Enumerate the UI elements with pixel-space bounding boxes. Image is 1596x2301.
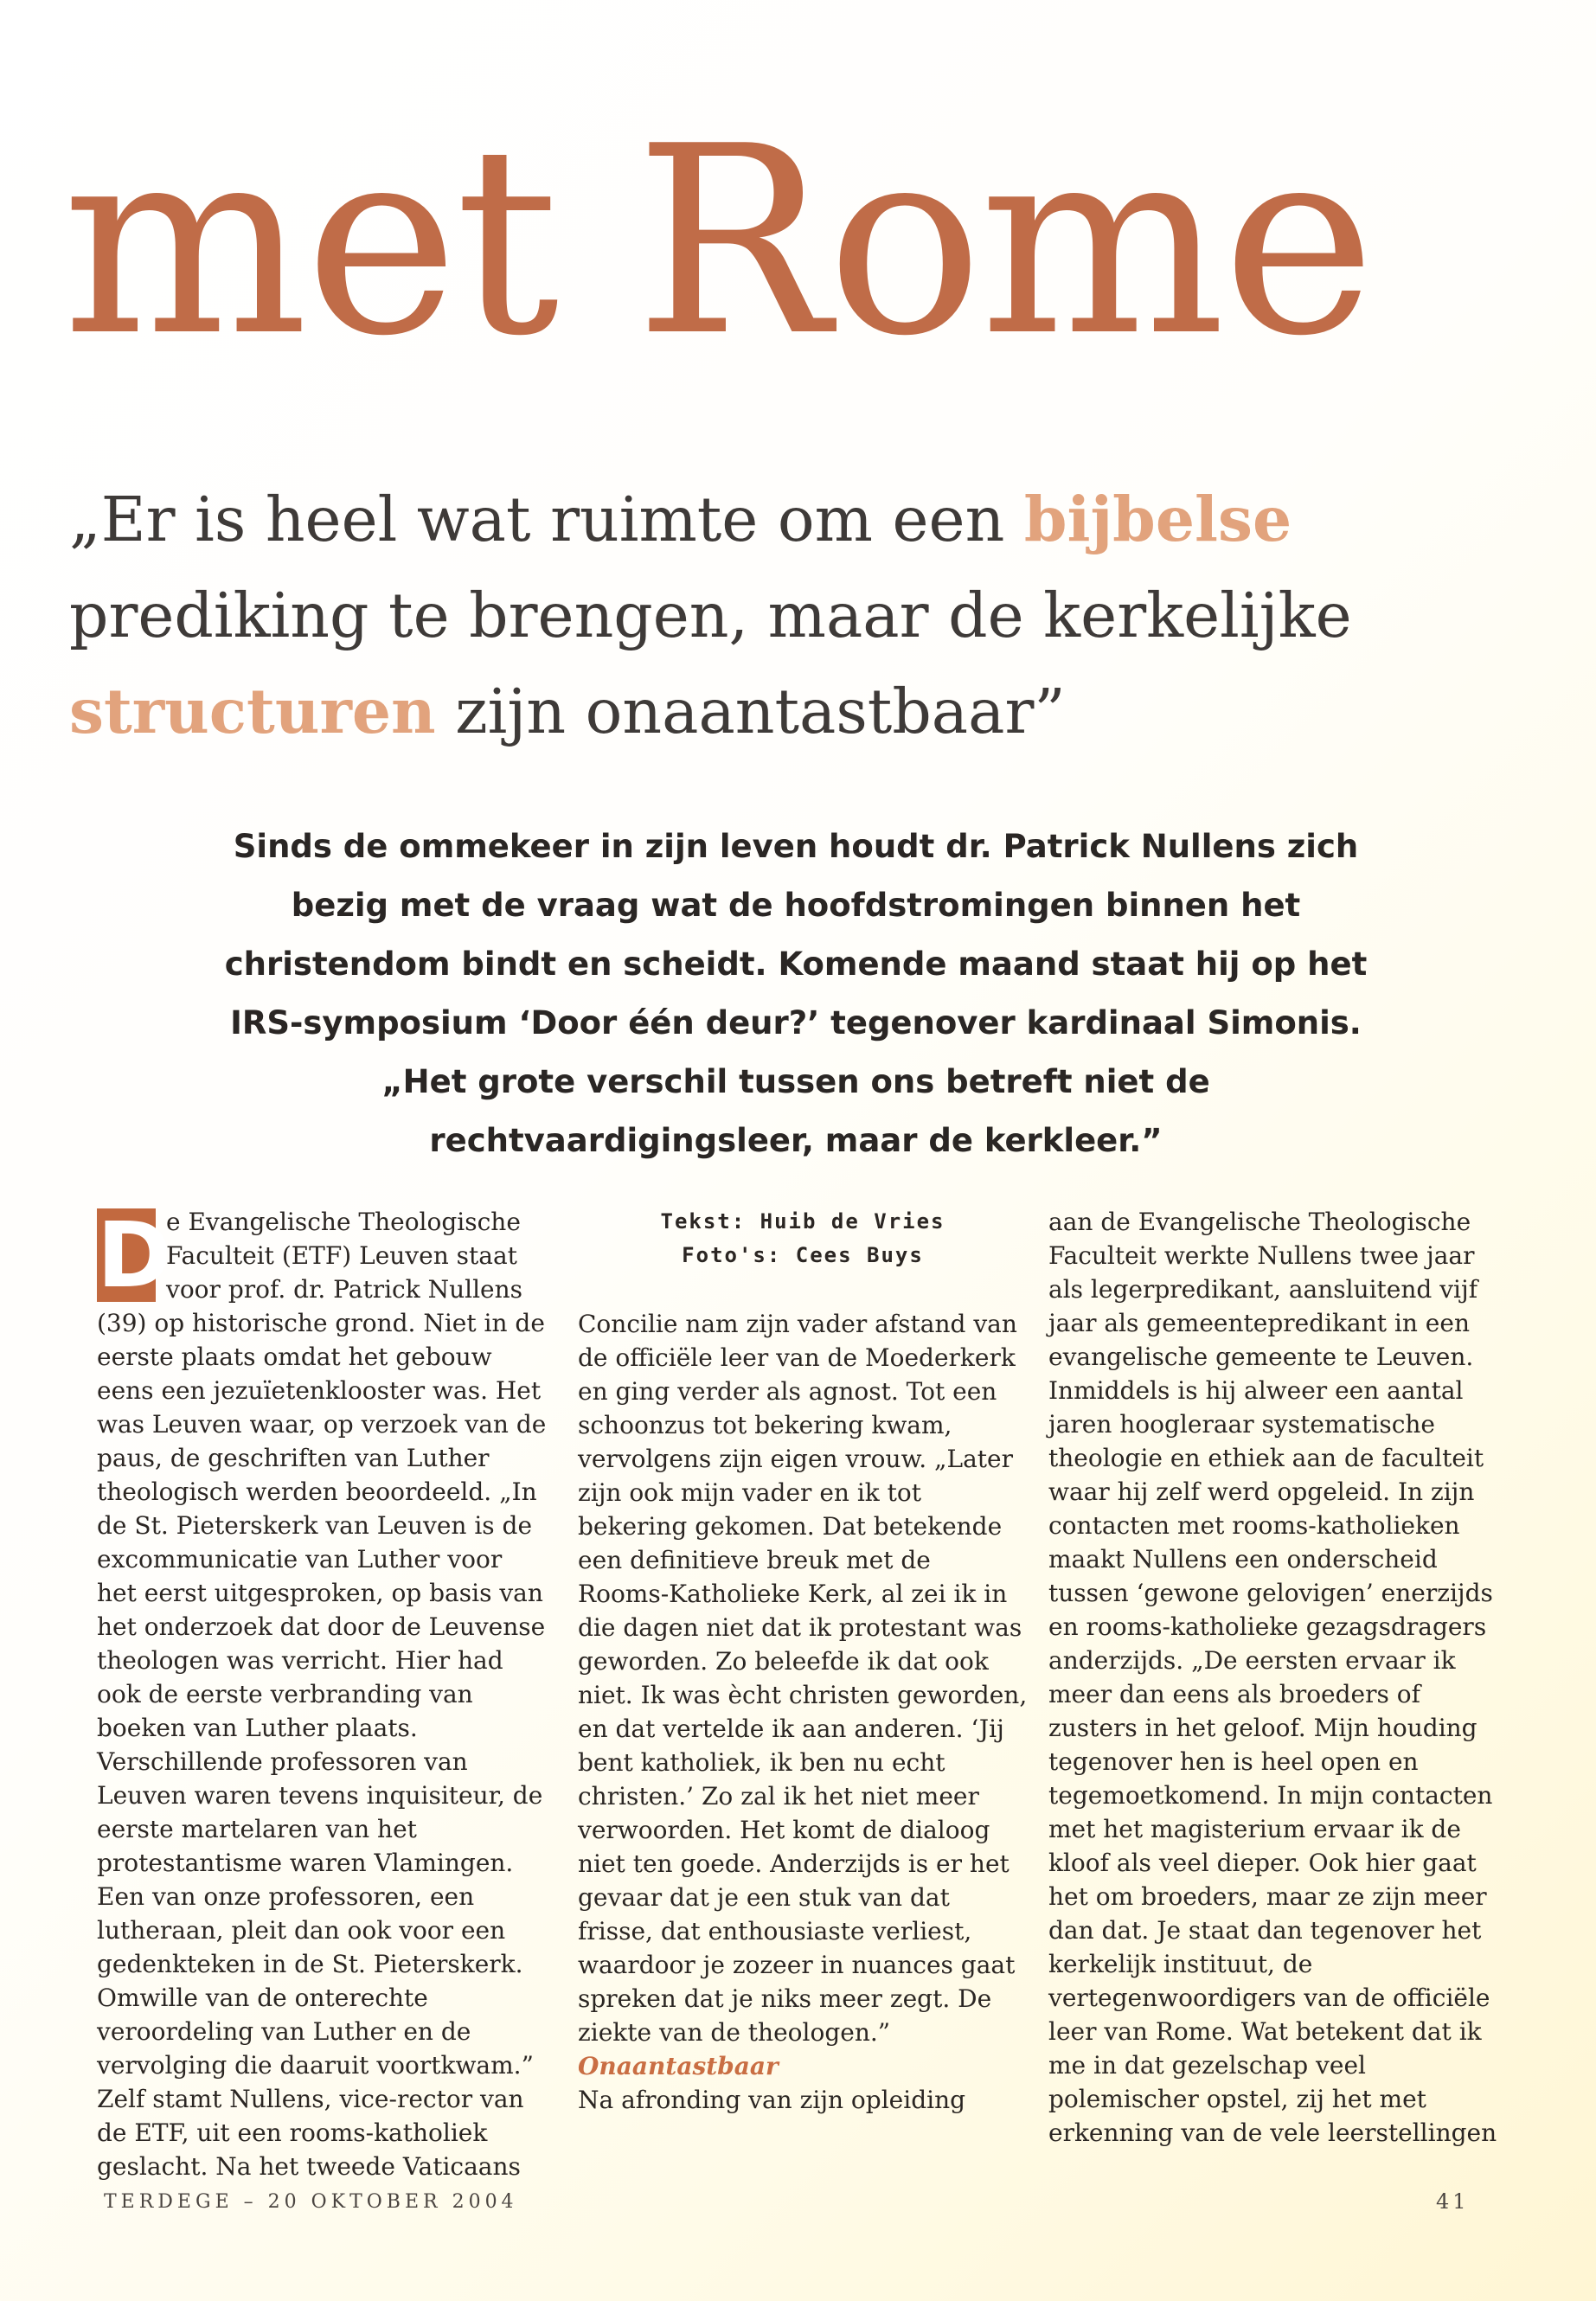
page-number: 41	[1436, 2189, 1470, 2214]
column-text: e Evangelische Theologische Faculteit (ETF) Leuven staat voor prof. dr. Patrick Nullens (39) op historische grond. Niet in de eerste plaats omdat het gebouw eens een jezuïetenklooster was. Het was Leuven waar, op verzoek van de paus, de geschriften van Luther theologisch werden beoordeeld. „In de St. Pieterskerk van Leuven is de excommunicatie van Luther voor het eerst uitgesproken, op basis van het onderzoek dat door de Leuvense theologen was verricht. Hier had ook de eerste verbranding van boeken van Luther plaats. Verschillende professoren van Leuven waren tevens inquisiteur, de eerste martelaren van het protestantisme waren Vlamingen. Een van onze professoren, een lutheraan, pleit dan ook voor een gedenkteken in de St. Pieterskerk. Omwille van de onterechte veroordeling van Luther en de vervolging die daaruit voortkwam.” Zelf stamt Nullens, vice-rector van de ETF, uit een rooms-katholiek geslacht. Na het tweede Vaticaans	[97, 1208, 547, 2181]
pull-quote-part: „Er is heel wat ruimte om een	[69, 484, 1024, 555]
pull-quote-highlight: structuren	[69, 675, 436, 747]
pull-quote-part: zijn onaantastbaar”	[435, 676, 1066, 747]
credits	[578, 1205, 1028, 1272]
article-column-2	[578, 1205, 1028, 2117]
column-text: aan de Evangelische Theologische Faculteit werkte Nullens twee jaar als legerpredikant, aansluitend vijf jaar als gemeentepredikant in een evangelische gemeente te Leuven. Inmiddels is hij alweer een aantal jaren hoogleraar systematische theologie en ethiek aan de faculteit waar hij zelf werd opgeleid. In zijn contacten met rooms-katholieken maakt Nullens een onderscheid tussen ‘gewone gelovigen’ enerzijds en rooms-katholieke gezagsdragers anderzijds. „De eersten ervaar ik meer dan eens als broeders of zusters in het geloof. Mijn houding tegenover hen is heel open en tegemoetkomend. In mijn contacten met het magisterium ervaar ik de kloof als veel dieper. Ook hier gaat het om broeders, maar ze zijn meer dan dat. Je staat dan tegenover het kerkelijk instituut, de vertegenwoordigers van de officiële leer van Rome. Wat betekent dat ik me in dat gezelschap veel polemischer opstel, zij het met erkenning van de vele leerstellingen	[1048, 1208, 1497, 2147]
headline: met Rome	[62, 91, 1373, 393]
article-column-1	[97, 1202, 547, 2183]
credit-photo: Foto's: Cees Buys	[682, 1243, 924, 1267]
footer-magazine: TERDEGE – 20 OKTOBER 2004	[104, 2191, 518, 2213]
article-column-3	[1048, 1205, 1498, 2150]
pull-quote	[69, 471, 1557, 760]
column-text: Concilie nam zijn vader afstand van de officiële leer van de Moederkerk en ging verder als agnost. Tot een schoonzus tot bekering kwam, vervolgens zijn eigen vrouw. „Later zijn ook mijn vader en ik tot bekering gekomen. Dat betekende een definitieve breuk met de Rooms-Katholieke Kerk, al zei ik in die dagen niet dat ik protestant was geworden. Zo beleefde ik dat ook niet. Ik was ècht christen geworden, en dat vertelde ik aan anderen. ‘Jij bent katholiek, ik ben nu echt christen.’ Zo zal ik het niet meer verwoorden. Het komt de dialoog niet ten goede. Anderzijds is er het gevaar dat je een stuk van dat frisse, dat enthousiaste verliest, waardoor je zozeer in nuances gaat spreken dat je niks meer zegt. De ziekte van de theologen.”	[578, 1310, 1028, 2047]
dropcap: D	[97, 1202, 172, 1308]
pull-quote-part: prediking te brengen, maar de kerkelijke	[69, 580, 1352, 651]
pull-quote-highlight: bijbelse	[1023, 483, 1292, 555]
intro-paragraph: Sinds de ommekeer in zijn leven houdt dr. Patrick Nullens zich bezig met de vraag wat de hoofdstromingen binnen het christendom bindt en scheidt. Komende maand staat hij op het IRS-symposium ‘Door één deur?’ tegenover kardinaal Simonis. „Het grote verschil tussen ons betreft niet de rechtvaardigingsleer, maar de kerkleer.”	[224, 828, 1368, 1159]
subheading: Onaantastbaar	[578, 2052, 779, 2080]
credit-text: Tekst: Huib de Vries	[660, 1209, 945, 1234]
column-text: Na afronding van zijn opleiding	[578, 2086, 966, 2114]
